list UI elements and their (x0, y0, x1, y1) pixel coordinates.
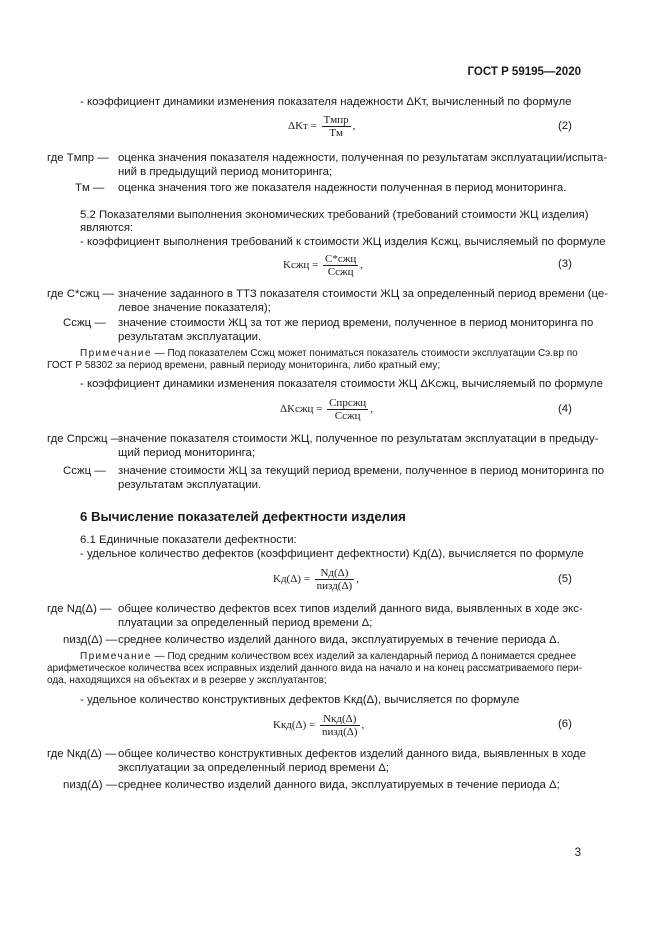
where-nd-text-2: плуатации за определенный период времени Δ; (118, 617, 373, 629)
where-nizd-text: среднее количество изделий данного вида, эксплуатируемых в течение периода Δ. (118, 634, 560, 646)
where-cpr-text-2: щий период мониторинга; (118, 447, 255, 459)
where-nkd-symbol: где Nкд(Δ) — (47, 748, 117, 760)
formula-4-number: (4) (558, 403, 572, 415)
formula-6-tail: , (361, 719, 365, 732)
note-2-label: Примечание (80, 651, 152, 662)
sec52-line-4: - коэффициент динамики изменения показателя стоимости ЖЦ ΔKсжц, вычисляемый по формуле (80, 378, 603, 390)
where-nd-text-1: общее количество дефектов всех типов изделий данного вида, выявленных в ходе экс- (118, 603, 583, 615)
where-c-target-text-2: левое значение показателя); (118, 302, 271, 314)
note-2-line-2: арифметическое количества всех исправных изделий данного вида на начало и на конец рассматриваемого пери- (47, 663, 583, 674)
formula-6-num: Nкд(Δ) (320, 713, 360, 726)
formula-5-num: Nд(Δ) (315, 567, 355, 580)
formula-2-number: (2) (558, 120, 572, 132)
formula-3-lhs: Kсжц = (283, 259, 319, 272)
page-number: 3 (574, 847, 581, 859)
where-c2-symbol: Cсжц — (63, 465, 106, 477)
sec6-line-3: - удельное количество конструктивных дефектов Kкд(Δ), вычисляется по формуле (80, 694, 520, 706)
where-c-text-1: значение стоимости ЖЦ за тот же период времени, полученное в период мониторинга по (118, 317, 594, 329)
where-nizd-symbol: nизд(Δ) — (63, 634, 118, 646)
formula-4-den: Cсжц (334, 410, 361, 422)
formula-4-num: Cпрсжц (329, 397, 367, 409)
sec52-line-1: 5.2 Показателями выполнения экономических требований (требований стоимости ЖЦ изделия) (80, 209, 589, 221)
formula-5-number: (5) (558, 573, 572, 585)
formula-5-lhs: Kд(Δ) = (273, 573, 310, 586)
sec52-line-2: являются: (80, 222, 134, 234)
standard-header: ГОСТ Р 59195—2020 (467, 66, 581, 78)
where-c-symbol: Cсжц — (63, 317, 106, 329)
sec52-line-3: - коэффициент выполнения требований к стоимости ЖЦ изделия Kсжц, вычисляемый по формуле (80, 236, 606, 248)
where-tmpr-text-1: оценка значения показателя надежности, полученная по результатам эксплуатации/испыта- (118, 152, 608, 164)
formula-3-tail: , (360, 259, 363, 272)
sec6-line-1: 6.1 Единичные показатели дефектности: (80, 534, 297, 546)
formula-5 (273, 567, 359, 592)
formula-4-tail: , (370, 403, 373, 416)
where-nkd-text-2: эксплуатации за определенный период времени Δ; (118, 762, 390, 774)
note-1-label: Примечание (80, 348, 152, 359)
formula-6-lhs: Kкд(Δ) = (273, 719, 316, 732)
dk-t-intro: - коэффициент динамики изменения показателя надежности ΔKт, вычисленный по формуле (80, 96, 572, 108)
note-1-text: — Под показателем Cсжц может пониматься показатель стоимости эксплуатации Cэ.вр по (151, 348, 578, 359)
formula-6-den: nизд(Δ) (322, 726, 358, 738)
where-tm-text: оценка значения того же показателя надежности полученная в период мониторинга. (118, 182, 567, 194)
where-c-target-text-1: значение заданного в ТТЗ показателя стоимости ЖЦ за определенный период времени (це- (118, 288, 609, 300)
where-tm-symbol: Tм — (75, 182, 105, 194)
where-nizd2-symbol: nизд(Δ) — (63, 779, 118, 791)
formula-4 (280, 397, 373, 422)
where-nkd-text-1: общее количество конструктивных дефектов изделий данного вида, выявленных в ходе (118, 748, 586, 760)
formula-6 (273, 713, 364, 738)
formula-6-number: (6) (558, 718, 572, 730)
formula-2-lhs: ΔKт = (288, 120, 317, 133)
where-tmpr-symbol: где Tмпр — (47, 152, 109, 164)
formula-3 (283, 253, 363, 278)
formula-3-den: Cсжц (327, 266, 354, 278)
formula-5-tail: , (356, 573, 359, 586)
where-c2-text-2: результатам эксплуатации. (118, 479, 262, 491)
where-nizd2-text: среднее количество изделий данного вида, эксплуатируемых в течение периода Δ; (118, 779, 560, 791)
section-6-title: 6 Вычисление показателей дефектности изделия (80, 509, 406, 524)
where-nd-symbol: где Nд(Δ) — (47, 603, 112, 615)
formula-3-num: C*сжц (325, 253, 357, 265)
note-2-line-3: ода, находящихся на объектах и в резерве у эксплуатантов; (47, 675, 327, 686)
note-2-line-1 (80, 651, 576, 663)
where-tmpr-text-2: ний в предыдущий период мониторинга; (118, 166, 333, 178)
formula-2-num: Tмпр (323, 114, 349, 126)
where-c2-text-1: значение стоимости ЖЦ за текущий период времени, полученное в период мониторинга по (118, 465, 605, 477)
formula-5-den: nизд(Δ) (316, 580, 353, 592)
where-cpr-symbol: где Cпрсжц — (47, 433, 123, 445)
note-2-text: — Под средним количеством всех изделий за календарный период Δ понимается среднее (151, 651, 577, 662)
where-cpr-text-1: значение показателя стоимости ЖЦ, полученное по результатам эксплуатации в предыду- (118, 433, 599, 445)
where-c-target-symbol: где C*сжц — (47, 288, 114, 300)
formula-2-tail: , (352, 120, 356, 133)
note-1-line-2: ГОСТ Р 58302 за период времени, равный периоду мониторинга, либо кратный ему; (47, 360, 441, 371)
formula-2 (288, 114, 355, 139)
formula-4-lhs: ΔKсжц = (280, 403, 323, 416)
where-c-text-2: результатам эксплуатации. (118, 331, 262, 343)
sec6-line-2: - удельное количество дефектов (коэффициент дефектности) Kд(Δ), вычисляется по формуле (80, 548, 584, 560)
note-1-line-1 (80, 348, 578, 360)
formula-3-number: (3) (558, 258, 572, 270)
formula-2-den: Tм (329, 127, 343, 139)
